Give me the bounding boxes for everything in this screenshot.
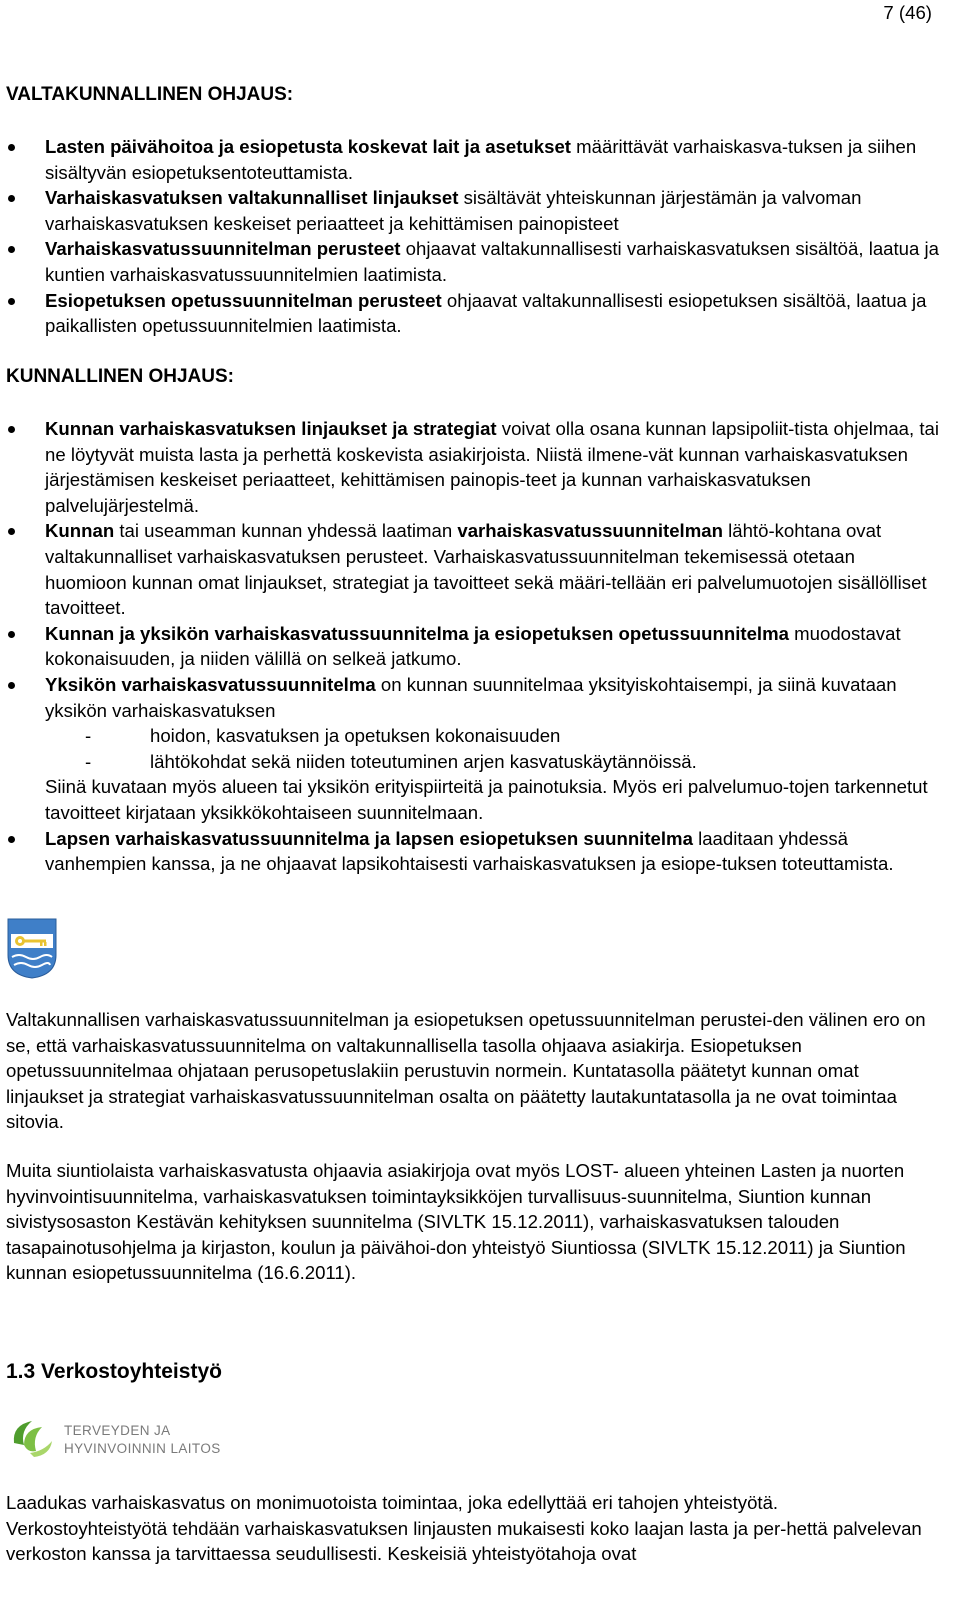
list-item: Yksikön varhaiskasvatussuunnitelma on kunnan suunnitelmaa yksityiskohtaisempi, ja siinä kuvataan yksikön varhaiskasvatuksen - hoidon, kasvatuksen ja opetuksen kokonaisuuden - lähtökohdat sekä niiden toteutuminen arjen kasvatuskäytännöissä. Siinä kuvataan myös alueen tai yksikön erityispiirteitä ja painotuksia. Myös eri palvelumuo-tojen tarkennetut tavoitteet kirjataan yksikkökohtaiseen suunnitelmaan. [6,672,941,826]
sub-list-item: - lähtökohdat sekä niiden toteutuminen arjen kasvatuskäytännöissä. [85,750,697,772]
municipal-coat-of-arms [6,917,58,979]
list-item: Lasten päivähoitoa ja esiopetusta koskevat lait ja asetukset määrittävät varhaiskasva-tuksen ja siihen sisältyvän esiopetuksentoteuttamista. [6,134,941,185]
logo-line1: TERVEYDEN JA [64,1423,171,1438]
logo-line2: HYVINVOINNIN LAITOS [64,1441,221,1456]
list-item: Kunnan ja yksikön varhaiskasvatussuunnitelma ja esiopetuksen opetussuunnitelma muodostavat kokonaisuuden, ja niiden välillä on selkeä jatkumo. [6,621,941,672]
list-item: Esiopetuksen opetussuunnitelman perusteet ohjaavat valtakunnallisesti esiopetuksen sisältöä, laatua ja paikallisten opetussuunnitelmien laatimista. [6,288,941,339]
list-item: Varhaiskasvatuksen valtakunnalliset linjaukset sisältävät yhteiskunnan järjestämän ja valvoman varhaiskasvatuksen keskeiset periaatteet ja kehittämisen painopisteet [6,185,941,236]
national-heading: VALTAKUNNALLINEN OHJAUS: [6,84,294,105]
sub-list-item: - hoidon, kasvatuksen ja opetuksen kokonaisuuden [85,725,561,747]
national-list [6,134,941,339]
list-item: Varhaiskasvatussuunnitelman perusteet ohjaavat valtakunnallisesti varhaiskasvatuksen sisältöä, laatua ja kuntien varhaiskasvatussuunnitelmien laatimista. [6,236,941,287]
paragraph: Laadukas varhaiskasvatus on monimuotoista toimintaa, joka edellyttää eri tahojen yhteistyötä. Verkostoyhteistyötä tehdään varhaiskasvatuksen linjausten mukaisesti koko laajan lasta ja per-hettä palvelevan verkoston kanssa ja tarvittaessa seudullisesti. Keskeisiä yhteistyötahoja ovat [6,1492,922,1565]
section-title: 1.3 Verkostoyhteistyö [6,1360,222,1383]
list-item: Kunnan tai useamman kunnan yhdessä laatiman varhaiskasvatussuunnitelman lähtö-kohtana ovat valtakunnalliset varhaiskasvatuksen perusteet. Varhaiskasvatussuunnitelman tekemisessä otetaan huomioon kunnan omat linjaukset, strategiat ja tavoitteet sekä määri-tellään eri palvelumuotojen sisällölliset tavoitteet. [6,518,941,620]
municipal-heading: KUNNALLINEN OHJAUS: [6,366,234,387]
paragraph: Valtakunnallisen varhaiskasvatussuunnitelman ja esiopetuksen opetussuunnitelman perustei-den välinen ero on se, että varhaiskasvatussuunnitelma on valtakunnallisella tasolla ohjaava asiakirja. Esiopetuksen opetussuunnitelmaa ohjataan perusopetuslakiin perustuvin normein. Kuntatasolla päätetyt kunnan omat linjaukset ja strategiat varhaiskasvatussuunnitelman osalta on päätetty lautakuntatasolla ja ne ovat toimintaa sitovia. [6,1009,926,1133]
sub-list [45,723,941,774]
list-item: Lapsen varhaiskasvatussuunnitelma ja lapsen esiopetuksen suunnitelma laaditaan yhdessä vanhempien kanssa, ja ne ohjaavat lapsikohtaisesti varhaiskasvatuksen ja esiope-tuksen toteuttamista. [6,826,941,877]
municipal-list [6,416,941,877]
page-number: 7 (46) [883,2,932,23]
list-item: Kunnan varhaiskasvatuksen linjaukset ja strategiat voivat olla osana kunnan lapsipoliit-tista ohjelmaa, tai ne löytyvät muista lasta ja perhettä koskevista asiakirjoista. Niistä ilmene-vät kunnan varhaiskasvatuksen järjestämisen keskeiset periaatteet, kehittämisen painopis-teet ja kunnan varhaiskasvatuksen palvelujärjestelmä. [6,416,941,518]
thl-logo [10,1415,240,1460]
paragraph: Muita siuntiolaista varhaiskasvatusta ohjaavia asiakirjoja ovat myös LOST- alueen yhteinen Lasten ja nuorten hyvinvointisuunnitelma, varhaiskasvatuksen toimintayksikköjen turvallisuus-suunnitelma, Siuntion kunnan sivistysosaston Kestävän kehityksen suunnitelma (SIVLTK 15.12.2011), varhaiskasvatuksen talouden tasapainotusohjelma ja kirjaston, koulun ja päivähoi-don yhteistyö Siuntiossa (SIVLTK 15.12.2011) ja Siuntion kunnan esiopetussuunnitelma (16.6.2011). [6,1160,906,1284]
